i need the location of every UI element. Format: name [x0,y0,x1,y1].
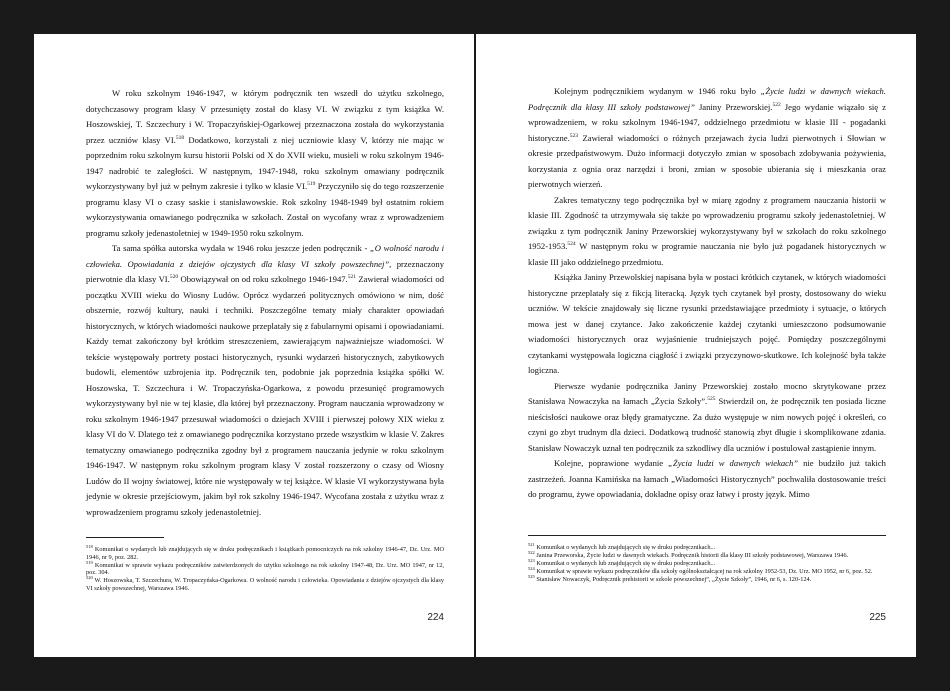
text-run: Pierwsze wydanie podręcznika Janiny Przeworskiej zostało mocno skrytykowane przez Stanisława Nowaczyka na łamach „Życia Szkoły”. [528,380,886,406]
text-run: Obowiązywał on od roku szkolnego 1946-1947. [178,274,348,284]
footnote [86,543,444,561]
paragraph [528,379,886,457]
footnote-ref: 518 [175,134,185,141]
footnote-number: 525 [528,574,535,580]
footnote-number: 524 [528,566,535,572]
italic-title: „O wolność narodu i człowieka. Opowiadania z dziejów ojczystych dla klasy VI szkoły powszechnej” [86,243,444,269]
text-run: Stwierdził on, że podręcznik ten posiada liczne nieścisłości naukowe oraz błędy gramatyczne. Za dużo występuje w nim nowych pojęć i określeń, co czyni go zbyt trudnym dla dzieci. Dodatkową trudność stanowią zbyt długie i skomplikowane zdania. Stanisław Nowaczyk uznał ten podręcznik za szkodliwy dla uczniów i postulował zastąpienie innym. [528,396,886,453]
text-run: Janiny Przeworskiej. [694,101,773,112]
left-page [34,34,474,657]
footnote-number: 519 [86,559,93,565]
footnote-number: 520 [86,575,93,581]
paragraph [86,241,444,520]
footnote [86,559,444,577]
footnote-text: Komunikat w sprawie wykazu podręczników zatwierdzonych do użytku szkolnego na rok szkolny 1947-48, Dz. Urz. MO 1947, nr 12, poz. 304. [86,561,444,577]
text-run: Ta sama spółka autorska wydała w 1946 roku jeszcze jeden podręcznik - [112,243,370,253]
text-run: Zawierał wiadomości o różnych przejawach życia ludzi pierwotnych i Słowian w okresie przedpaństwowym. Dużo informacji dotyczyło zmian w sposobach zdobywania pożywienia, korzystania z ognia oraz narzędzi i broni, zmian w sposobie ubierania się i mieszkania oraz pierwotnych wierzeń. [528,132,886,189]
footnote-ref: 524 [567,241,576,248]
footnote-ref: 519 [307,181,316,188]
paragraph [528,84,886,193]
body-text [528,84,886,503]
text-run: Przyczyniło się do tego rozszerzenie programu klasy VI o czasy saskie i stanisławowskie. Rok szkolny 1948-1949 był ostatnim rokiem wykorzystywania omawianego podręcznika w szkołach. Został on wycofany wraz z wprowadzeniem programu szkoły jedenastoletniej w 1949-1950 roku szkolnym. [86,181,444,238]
text-run: W roku szkolnym 1946-1947, w którym podręcznik ten wszedł do użytku szkolnego, dotychczasowy program klasy V przesunięty został do klasy VI. W związku z tym książka W. Hoszowskiej, T. Szczechury i W. Tropaczyńskiej-Ogarkowej przeznaczona została do wykorzystania przez uczniów klasy VI. [86,88,444,145]
footnote-text: Komunikat o wydanych lub znajdujących się w druku podręcznikach... [534,544,716,551]
text-run: W następnym roku w programie nauczania nie było już pogadanek historycznych w klasie III jako oddzielnego przedmiotu. [528,241,886,267]
footnote-ref: 525 [707,396,716,403]
footnote-number: 521 [528,541,535,547]
paragraph [86,86,444,241]
body-text [86,86,444,520]
footnote-number: 518 [86,543,93,549]
footnote [528,568,886,576]
text-run: Dodatkowo, korzystali z niej uczniowie klasy V, którzy nie mając w poprzednim roku szkolnym kursu historii Polski od X do XVII wieku, musieli w roku szkolnym 1946-1947 nadrobić te zaległości. W następnym, 1947-1948, roku szkolnym omawiany podręcznik wykorzystywany był już w pełnym zakresie i tylko w klasie VI. [86,134,444,191]
footnote-text: Komunikat o wydanych lub znajdujących się w druku podręcznikach... [534,560,716,568]
footnote [528,541,886,552]
footnote-number: 523 [528,558,535,564]
footnote-ref: 523 [569,132,579,139]
page-number: 224 [427,612,444,623]
right-page [476,34,916,657]
footnote [86,577,444,592]
footnote-text: Janina Przeworska, Życie ludzi w dawnych wiekach. Podręcznik historii dla klasy III szkoły podstawowej, Warszawa 1946. [534,552,849,560]
footnote-ref: 522 [772,101,781,108]
paragraph [528,193,886,271]
italic-title: „Życie ludzi w dawnych wiekach. Podręcznik dla klasy III szkoły podstawowej” [528,86,886,112]
footnote-ref: 521 [347,274,356,281]
footnote [528,560,886,568]
page-number: 225 [869,612,886,623]
footnote-separator [86,537,164,538]
italic-title: „Życia ludzi w dawnych wiekach” [668,458,799,468]
footnotes [528,541,886,584]
text-run: Zakres tematyczny tego podręcznika był w miarę zgodny z programem nauczania historii w klasie III. Zgodność ta utrzymywała się także po wprowadzeniu programu szkoły jedenastoletniej. W związku z tym podręcznik Janiny Przeworskiej wykorzystywany był w szkołach do roku szkolnego 1952-1953. [528,194,886,251]
footnote-text: W. Hoszowska, T. Szczechura, W. Tropaczyńska-Ogarkowa. O wolność narodu i człowieka. Opowiadania z dziejów ojczystych dla klasy VI szkoły powszechnej, Warszawa 1946. [86,577,444,592]
paragraph [528,270,886,379]
footnote [528,576,886,584]
footnote-ref: 520 [169,274,179,281]
text-run: Kolejne, poprawione wydanie [554,458,669,468]
footnote-text: Stanisław Nowaczyk, Podręcznik prehistorii w szkole powszechnej”, „Życie Szkoły”, 1946, nr 6, s. 120-124. [534,576,812,584]
footnote-text: Komunikat w sprawie wykazu podręczników dla szkoły ogólnokształcącej na rok szkolny 1952-53, Dz. Urz. MO 1952, nr 6, poz. 52. [534,568,873,576]
text-run: Zawierał wiadomości od początku XVIII wieku do Wiosny Ludów. Oprócz wydarzeń politycznych omówiono w nim, dość obszernie, rozwój kultury, nauki i techniki. Poszczególne tematy miały charakter opowiadań historycznych, w których wiadomości naukowe przeplatały się z fabularnymi opisami i opowiadaniami. Każdy temat zakończony był krótkim streszczeniem, zawierającym najważniejsze wiadomości. W tekście występowały portrety postaci historycznych, rysunki wydarzeń historycznych, zabytkowych budowli, elementów uzbrojenia itp. Podręcznik ten, podobnie jak poprzednia książka spółki W. Hoszowska, T. Szczechura i W. Tropaczyńska-Ogarkowa, z powodu przesunięć programowych wykorzystywany był nie w tej klasie, dla której był przeznaczony. Program nauczania wprowadzony w roku szkolnym 1946-1947 przesuwał wiadomości o dziejach XVIII i pierwszej połowy XIX wieku z klasy VI do V. Dlatego też z omawianego podręcznika korzystano przede wszystkim w klasie V. Zakres tematyczny omawianego podręcznika zgodny był z programem nauczania jedynie w roku szkolnym 1946-1947. W następnym roku szkolnym program klasy V został rozszerzony o czasy od Wiosny Ludów do II wojny światowej, które nie występowały w tej książce. W klasie VI wykorzystywana była jedynie w okresie przejściowym, jakim był rok szkolny 1946-1947. Wycofana została z użytku wraz z wprowadzeniem programu szkoły jedenastoletniej. [86,274,444,517]
text-run: , przeznaczony pierwotnie dla klasy VI. [86,258,444,284]
footnote-separator [528,535,886,536]
footnotes [86,543,444,593]
text-run: Kolejnym podręcznikiem wydanym w 1946 roku było [554,86,761,96]
paragraph [528,456,886,503]
text-run: nie budziło już takich zastrzeżeń. Joanna Kamińska na łamach „Wiadomości Historycznych” pochwaliła dostosowanie treści do programu, żywe opowiadania, dokładne opisy oraz łatwy i prosty język. Mimo [528,458,886,499]
footnote-text: Komunikat o wydanych lub znajdujących się w druku podręcznikach i książkach pomocniczych na rok szkolny 1946-47, Dz. Urz. MO 1946, nr 9, poz. 282. [86,546,444,561]
text-run: Jego wydanie wiązało się z wprowadzeniem, w roku szkolnym 1946-1947, oddzielnego przedmiotu w klasie III - pogadanki historyczne. [528,101,886,143]
footnote-number: 522 [528,550,535,555]
text-run: Książka Janiny Przewolskiej napisana była w postaci krótkich czytanek, w których wiadomości historyczne przeplatały się z fikcją literacką. Język tych czytanek był prosty, dostosowany do wieku uczniów. W tekście znajdowały się liczne rysunki przedstawiające przedmioty i sytuacje, o których mowa jest w danej czytance. Jako zakończenie każdej czytanki umieszczono podsumowanie wiadomości historycznych oraz wyjaśnienie trudniejszych pojęć. Pomiędzy poszczególnymi czytankami występowała logiczna ciągłość i związki przyczynowo-skutkowe. Ich kolejność była także logiczna. [528,272,886,375]
footnote [528,552,886,560]
